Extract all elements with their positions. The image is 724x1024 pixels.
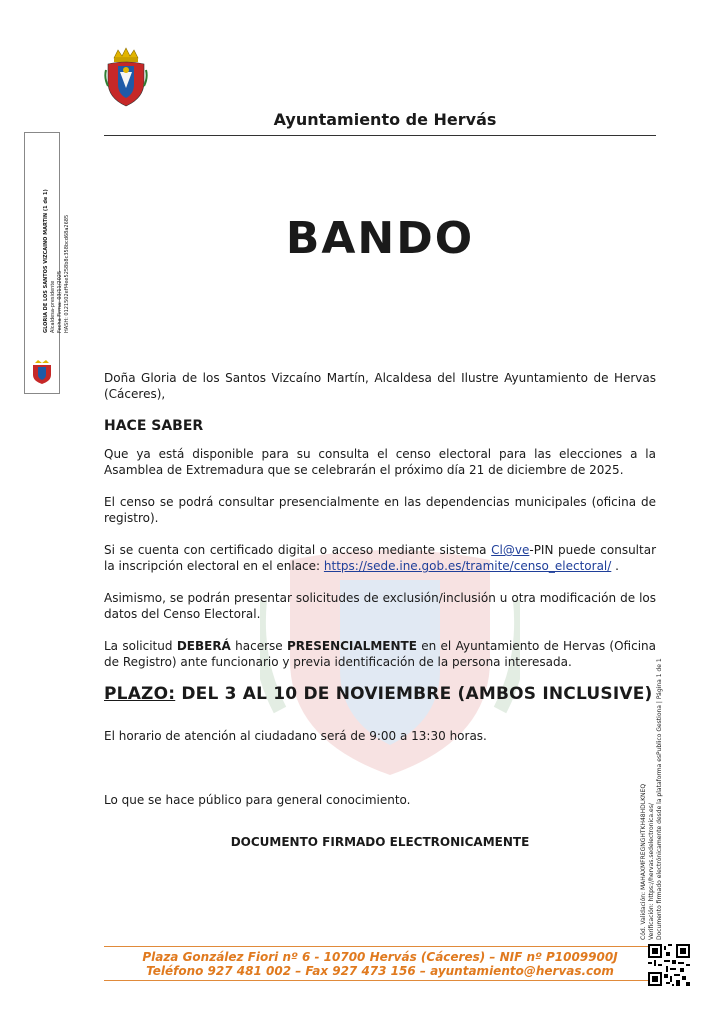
validation-text: [640, 658, 664, 940]
paragraph-online-text-a: Si se cuenta con certificado digital o acceso mediante sistema: [104, 543, 492, 557]
signature-signer: GLORIA DE LOS SANTOS VIZCAINO MARTIN (1 de 1): [43, 189, 49, 333]
paragraph-solicitudes: Asimismo, se podrán presentar solicitudes de exclusión/inclusión u otra modificación de los datos del Censo Electoral.: [104, 591, 656, 621]
plazo-dates: DEL 3 AL 10 DE NOVIEMBRE (AMBOS INCLUSIVE): [175, 684, 653, 704]
document-heading: BANDO: [285, 213, 475, 264]
municipal-crest-logo: [104, 44, 148, 110]
plazo-line: [104, 686, 656, 702]
signature-text: [43, 189, 71, 333]
hace-saber-heading: HACE SABER: [104, 418, 204, 434]
paragraph-censo: Que ya está disponible para su consulta el censo electoral para las elecciones a la Asamblea de Extremadura que se celebrarán el próximo día 21 de diciembre de 2025.: [104, 447, 656, 477]
plazo-label: PLAZO:: [104, 684, 176, 704]
censo-electoral-link[interactable]: https://sede.ine.gob.es/tramite/censo_electoral/: [323, 559, 612, 573]
signature-stamp-box: [24, 132, 70, 394]
requisito-text-c: en el Ayuntamiento de Hervas (Oficina de Registro) ante funcionario y previa identificación de la persona interesada.: [104, 639, 656, 669]
paragraph-requisito: [104, 638, 656, 670]
signature-date: Fecha Firma: 03/11/2025: [57, 270, 63, 333]
validation-note: Documento firmado electrónicamente desde la plataforma esPublico Gestiona | Página 1 de 1: [656, 658, 663, 940]
signature-role: Alcaldesa-presidente: [50, 280, 56, 333]
validation-url: Verificación: https://hervas.sedelectronica.es/: [648, 803, 655, 940]
horario-paragraph: El horario de atención al ciudadano será de 9:00 a 13:30 horas.: [104, 729, 487, 743]
clave-link[interactable]: Cl@ve: [491, 543, 530, 557]
debera-emphasis: DEBERÁ: [176, 639, 231, 653]
paragraph-online: [104, 542, 656, 574]
signature-crest-icon: [31, 359, 53, 385]
validation-code: Cód. Validación: MAHAXMFREGNGHTKH48HDLKNEQ: [640, 783, 647, 940]
footer-divider-top: [104, 946, 656, 947]
document-body: [104, 370, 656, 866]
footer-contact: Teléfono 927 481 002 – Fax 927 473 156 – ayuntamiento@hervas.com: [146, 964, 614, 978]
qr-code-icon[interactable]: [648, 944, 690, 986]
intro-paragraph: Doña Gloria de los Santos Vizcaíno Martín, Alcaldesa del Ilustre Ayuntamiento de Hervas (Cáceres),: [104, 371, 656, 401]
footer-address: Plaza González Fiori nº 6 - 10700 Hervás (Cáceres) – NIF nº P1009900J: [142, 950, 618, 964]
requisito-text-a: La solicitud: [104, 639, 177, 653]
requisito-text-b: hacerse: [230, 639, 287, 653]
page-title: Ayuntamiento de Hervás: [273, 110, 497, 129]
presencialmente-emphasis: PRESENCIALMENTE: [287, 639, 417, 653]
footer: [104, 950, 656, 978]
title-divider: [104, 135, 656, 136]
paragraph-online-text-b: -PIN puede consultar la inscripción electoral en el enlace:: [104, 543, 657, 573]
paragraph-presencial: El censo se podrá consultar presencialmente en las dependencias municipales (oficina de registro).: [104, 495, 656, 525]
signed-notice: DOCUMENTO FIRMADO ELECTRONICAMENTE: [230, 835, 530, 849]
signature-hash: HASH: 0121502eff4ee5258b8c358bcd68a2685: [64, 214, 70, 333]
footer-divider-bottom: [104, 980, 656, 981]
paragraph-online-text-c: .: [611, 559, 619, 573]
closing-paragraph: Lo que se hace público para general conocimiento.: [104, 793, 411, 807]
